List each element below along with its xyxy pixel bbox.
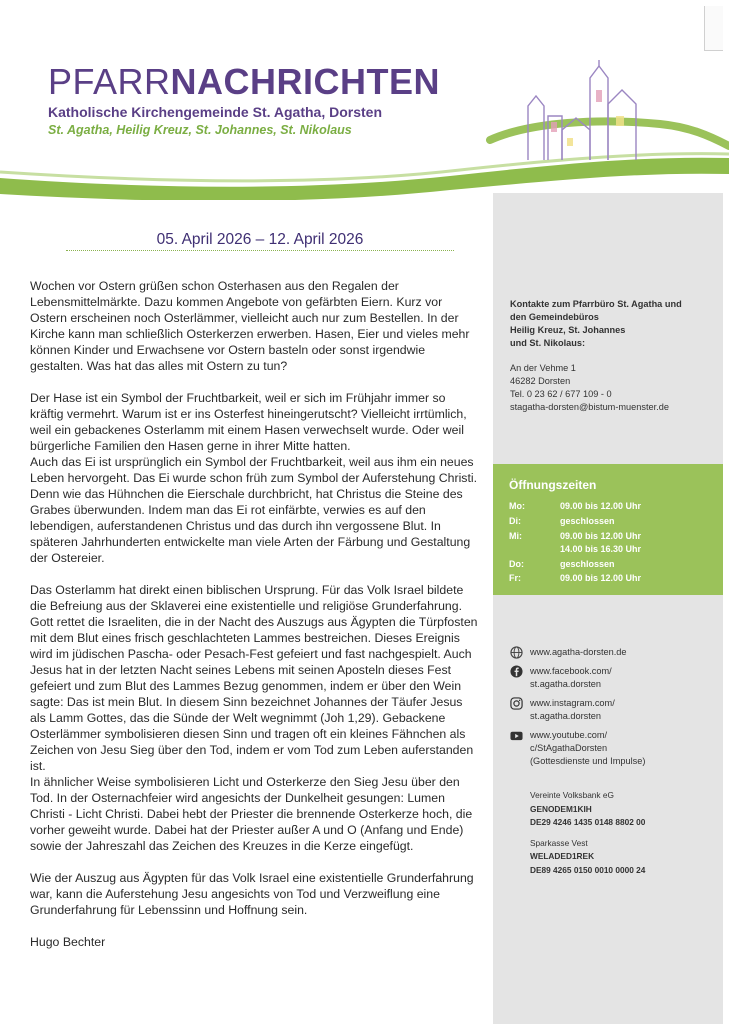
hours-row bbox=[509, 543, 641, 555]
facebook-link[interactable] bbox=[510, 665, 715, 691]
contact-email[interactable]: stagatha-dorsten@bistum-muenster.de bbox=[510, 402, 669, 412]
article-paragraph-1: Wochen vor Ostern grüßen schon Osterhasen aus den Regalen der Lebensmittelmärkte. Dazu kommen Angebote von gefärbten Eiern. Kurz vor Ostern erscheinen noch Osterlämmer, vielleicht auch nur zum Bestellen. In der Kirche kann man schließlich Osterkerzen erwerben. Hasen, Eier und vieles mehr können Kinder und Erwachsene vor Ostern basteln oder sonst irgendwie gestalten. Was hat das alles mit Ostern zu tun? bbox=[30, 279, 470, 373]
instagram-link[interactable] bbox=[510, 697, 715, 723]
bank-name: Sparkasse Vest bbox=[530, 837, 588, 848]
instagram-url-1: www.instagram.com/ bbox=[530, 698, 615, 708]
hours-day: Di: bbox=[509, 516, 521, 526]
instagram-url-2: st.agatha.dorsten bbox=[530, 711, 601, 721]
hours-row bbox=[509, 558, 615, 570]
masthead bbox=[48, 62, 440, 137]
hours-row bbox=[509, 515, 615, 527]
masthead-title bbox=[48, 62, 440, 102]
hours-row bbox=[509, 572, 641, 584]
page-corner-fold bbox=[704, 6, 723, 51]
contact-heading-3: Heilig Kreuz, St. Johannes bbox=[510, 325, 626, 335]
instagram-icon bbox=[510, 697, 523, 710]
contact-street: An der Vehme 1 bbox=[510, 363, 576, 373]
article-signature: Hugo Bechter bbox=[30, 935, 106, 949]
contact-heading-4: und St. Nikolaus: bbox=[510, 338, 586, 348]
hours-day: Mo: bbox=[509, 501, 525, 511]
date-divider bbox=[66, 250, 454, 251]
contact-city: 46282 Dorsten bbox=[510, 376, 571, 386]
article-body bbox=[30, 278, 480, 966]
contact-heading-2: den Gemeindebüros bbox=[510, 312, 599, 322]
youtube-icon bbox=[510, 729, 523, 742]
article-paragraph-5: In ähnlicher Weise symbolisieren Licht und Osterkerze den Sieg Jesu über den Tod. In der Osternachfeier wird angesichts der Dunkelheit gesungen: Lumen Christi - Licht Christi. Dabei hebt der Priester die brennende Osterkerze hoch, die vorher geweiht wurde. Dabei hat der Priester außer A und O (Anfang und Ende) sowie der Jahreszahl das Zeichen des Kreuzes in die Kerze eingefügt. bbox=[30, 775, 473, 853]
hours-row bbox=[509, 530, 641, 542]
hours-day: Mi: bbox=[509, 531, 522, 541]
hill-swoosh bbox=[490, 121, 729, 146]
bank-name: Vereinte Volksbank eG bbox=[530, 790, 614, 800]
bank-details bbox=[530, 789, 720, 884]
hours-time: 14.00 bis 16.30 Uhr bbox=[560, 544, 642, 554]
youtube-description: (Gottesdienste und Impulse) bbox=[530, 756, 646, 766]
facebook-icon bbox=[510, 665, 523, 678]
article-paragraph-2: Der Hase ist ein Symbol der Fruchtbarkeit, weil er sich im Frühjahr immer so kräftig vermehrt. Warum ist er ins Osterfest hineingerutscht? Vielleicht irrtümlich, weil ein gebackenes Osterlamm mit einem Hasen verwechselt wurde. Oder weil bürgerliche Familien den Hasen gerne in ihrer Mitte hatten. bbox=[30, 391, 467, 453]
hours-time: 09.00 bis 12.00 Uhr bbox=[560, 573, 642, 583]
masthead-parishes: St. Agatha, Heilig Kreuz, St. Johannes, St. Nikolaus bbox=[48, 123, 352, 137]
contact-heading-1: Kontakte zum Pfarrbüro St. Agatha und bbox=[510, 299, 682, 309]
hours-time: 09.00 bis 12.00 Uhr bbox=[560, 501, 642, 511]
article-paragraph-3: Auch das Ei ist ursprünglich ein Symbol der Fruchtbarkeit, weil aus ihm ein neues Leben hervorgeht. Das Ei wurde schon früh zum Symbol der Auferstehung Christi. Denn wie das Hühnchen die Eierschale durchbricht, hat Christus die Steine des Grabes überwunden. Indem man das Ei rot einfärbte, verwies es auf den lebendigen, auferstandenen Christus und das durch ihn vergossene Blut. In späteren Jahrhunderten entwickelte man viele Arten der Färbung und Gestaltung der Ostereier. bbox=[30, 455, 478, 565]
website-link[interactable] bbox=[510, 646, 715, 659]
title-light: PFARR bbox=[48, 61, 171, 102]
hours-time: geschlossen bbox=[560, 516, 615, 526]
facebook-url-2: st.agatha.dorsten bbox=[530, 679, 601, 689]
hours-time: geschlossen bbox=[560, 559, 615, 569]
youtube-link[interactable] bbox=[510, 729, 715, 768]
globe-icon bbox=[510, 646, 523, 659]
online-links bbox=[510, 646, 715, 774]
masthead-subtitle: Katholische Kirchengemeinde St. Agatha, Dorsten bbox=[48, 104, 382, 120]
opening-hours-title: Öffnungszeiten bbox=[509, 478, 597, 492]
bank-account-1 bbox=[530, 789, 720, 830]
hours-day: Do: bbox=[509, 559, 524, 569]
contact-phone: Tel. 0 23 62 / 677 109 - 0 bbox=[510, 389, 612, 399]
bank-iban: DE29 4246 1435 0148 8802 00 bbox=[530, 817, 646, 827]
bank-iban: DE89 4265 0150 0010 0000 24 bbox=[530, 864, 646, 875]
youtube-url-1: www.youtube.com/ bbox=[530, 730, 608, 740]
youtube-url-2: c/StAgathaDorsten bbox=[530, 743, 608, 753]
date-range: 05. April 2026 – 12. April 2026 bbox=[156, 231, 364, 248]
hours-day: Fr: bbox=[509, 573, 521, 583]
facebook-url-1: www.facebook.com/ bbox=[530, 666, 612, 676]
bank-bic: WELADED1REK bbox=[530, 851, 595, 861]
church-silhouettes-icon bbox=[528, 60, 636, 160]
hours-time: 09.00 bis 12.00 Uhr bbox=[560, 531, 642, 541]
opening-hours-panel bbox=[493, 464, 723, 595]
hours-row bbox=[509, 500, 641, 512]
website-url: www.agatha-dorsten.de bbox=[530, 647, 627, 657]
title-bold: NACHRICHTEN bbox=[170, 61, 441, 102]
bank-bic: GENODEM1KIH bbox=[530, 803, 592, 814]
article-paragraph-6: Wie der Auszug aus Ägypten für das Volk Israel eine existentielle Grunderfahrung war, kann die Auferstehung Jesu angesichts von Tod und Verzweiflung eine Grunderfahrung für Lebenssinn und Hoffnung sein. bbox=[30, 871, 474, 917]
article-paragraph-4: Das Osterlamm hat direkt einen biblischen Ursprung. Für das Volk Israel bildete die Befreiung aus der Sklaverei eine existentielle und religiöse Grunderfahrung. Gott rettet die Israeliten, die in der Nacht des Auszugs aus Ägypten die Türpfosten mit dem Blut eines frisch geschlachteten Lammes bestreichen. Dieses Ereignis wird im jüdischen Pascha- oder Pesach-Fest gefeiert und fast nachgespielt. Auch Jesus hat in der letzten Nacht seines Lebens mit seinen Aposteln dieses Fest gefeiert und zum Blut des Lammes Bezug genommen, indem er über den Wein sagte: Das ist mein Blut. In diesem Sinn bezeichnet Johannes der Täufer Jesus als Lamm Gottes, das die Sünde der Welt wegnimmt (Joh 1,29). Gebackene Osterlämmer symbolisieren diesen Sinn und tragen oft ein kleines Fähnchen als Zeichen von Jesu Sieg über den Tod, indem er vom Tod zum Leben auferstanden ist. bbox=[30, 583, 478, 773]
contact-block bbox=[510, 298, 715, 414]
bank-account-2 bbox=[530, 837, 720, 878]
